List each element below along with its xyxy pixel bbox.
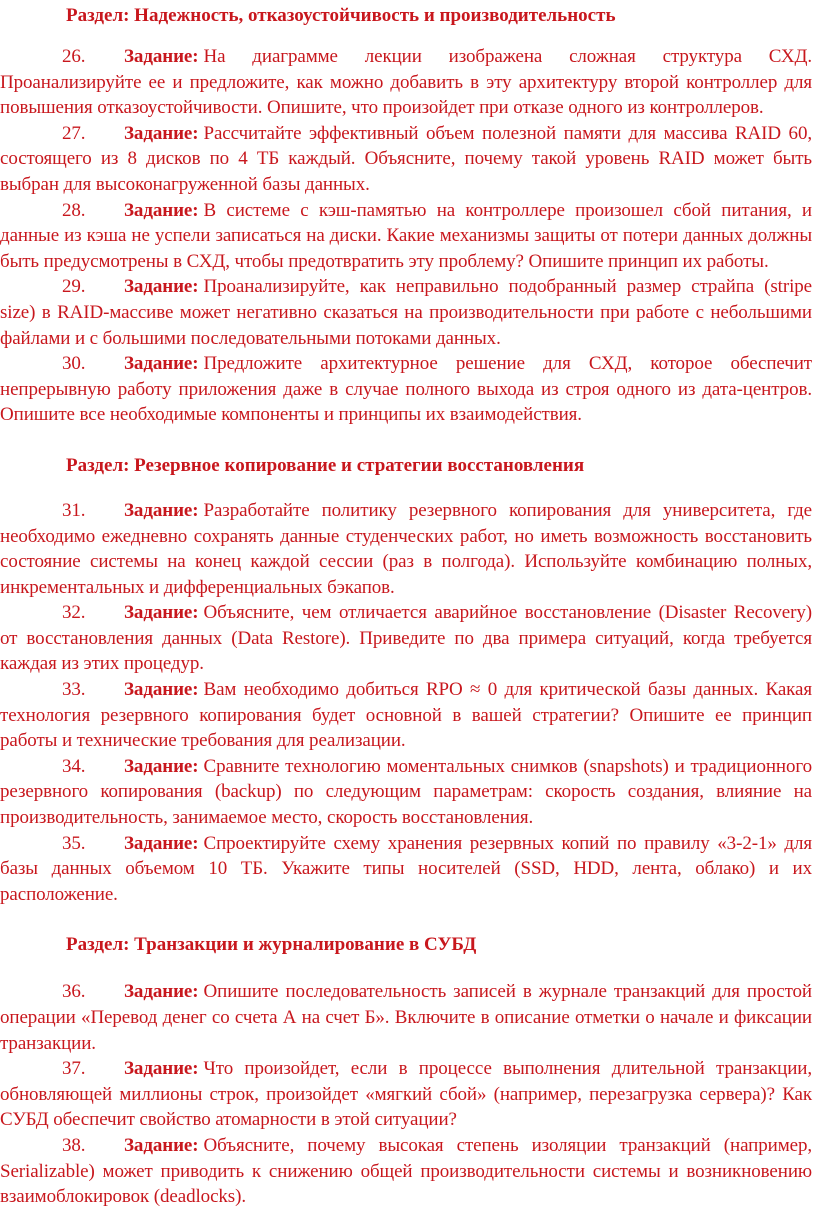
task-number: 38. [62,1134,86,1156]
task-27 [0,121,812,198]
task-number: 26. [62,46,86,67]
task-number: 37. [62,1058,86,1080]
section-title-backup: Раздел: Резервное копирование и стратегии восстановления [66,454,585,476]
task-30 [0,351,812,428]
task-list-backup [0,498,812,908]
task-text: Спроектируйте схему хранения резервных копий по правилу «3-2-1» для базы данных объемом 10 ТБ. Укажите типы носителей (SSD, HDD, лента, облако) и их расположение. [0,832,812,905]
section-title-reliability: Раздел: Надежность, отказоустойчивость и производительность [66,5,616,26]
task-35 [0,831,812,908]
task-text: Сравните технологию моментальных снимков (snapshots) и традиционного резервного копирования (backup) по следующим параметрам: скорость создания, влияние на производительность, занимаемое место, скорость восстановления. [0,755,812,829]
task-26 [0,44,812,121]
task-text: Вам необходимо добиться RPO ≈ 0 для критической базы данных. Какая технология резервного копирования будет основной в вашей стратегии? Опишите ее принцип работы и технические требования для реализации. [0,679,812,752]
task-label: Задание: [124,602,199,624]
task-number: 29. [62,276,86,298]
task-list-transactions [0,979,812,1209]
task-label: Задание: [124,199,199,221]
task-label: Задание: [124,755,199,777]
task-32 [0,600,812,677]
task-text: В системе с кэш-памятью на контроллере произошел сбой питания, и данные из кэша не успели записаться на диски. Какие механизмы защиты от потери данных должны быть предусмотрены в СХД, чтобы предотвратить эту проблему? Опишите принцип их работы. [0,199,812,272]
task-number: 31. [62,499,86,521]
task-text: Опишите последовательность записей в журнале транзакций для простой операции «Перевод денег со счета А на счет Б». Включите в описание отметки о начале и фиксации транзакции. [0,981,812,1054]
task-label: Задание: [124,1058,199,1080]
task-text: Предложите архитектурное решение для СХД, которое обеспечит непрерывную работу приложения даже в случае полного выхода из строя одного из дата-центров. Опишите все необходимые компоненты и принципы их взаимодействия. [0,353,812,426]
task-36 [0,979,812,1056]
task-label: Задание: [124,679,199,701]
task-label: Задание: [124,981,199,1003]
task-label: Задание: [124,276,199,298]
task-37 [0,1056,812,1133]
task-label: Задание: [124,46,199,67]
task-label: Задание: [124,1134,199,1156]
task-text: Рассчитайте эффективный объем полезной памяти для массива RAID 60, состоящего из 8 дисков по 4 ТБ каждый. Объясните, почему такой уровень RAID может быть выбран для высоконагруженной базы данных. [0,122,812,195]
task-number: 28. [62,199,86,221]
task-text: На диаграмме лекции изображена сложная структура СХД. Проанализируйте ее и предложите, как можно добавить в эту архитектуру второй контроллер для повышения отказоустойчивости. Опишите, что произойдет при отказе одного из контроллеров. [0,46,812,119]
task-text: Разработайте политику резервного копирования для университета, где необходимо ежедневно сохранять данные студенческих работ, но иметь возможность восстановить состояние системы на конец каждой сессии (раз в полгода). Используйте комбинацию полных, инкрементальных и дифференциальных бэкапов. [0,499,812,598]
task-number: 33. [62,679,86,701]
task-33 [0,677,812,754]
section-title-transactions: Раздел: Транзакции и журналирование в СУБД [66,934,477,956]
task-label: Задание: [124,832,199,854]
task-list-reliability [0,44,812,428]
task-label: Задание: [124,353,199,375]
task-number: 32. [62,602,86,624]
task-text: Объясните, чем отличается аварийное восстановление (Disaster Recovery) от восстановления данных (Data Restore). Приведите по два примера ситуаций, когда требуется каждая из этих процедур. [0,602,812,675]
task-29 [0,274,812,351]
task-number: 35. [62,832,86,854]
task-text: Объясните, почему высокая степень изоляции транзакций (например, Serializable) может приводить к снижению общей производительности системы и возникновению взаимоблокировок (deadlocks). [0,1134,812,1208]
task-text: Проанализируйте, как неправильно подобранный размер страйпа (stripe size) в RAID-массиве может негативно сказаться на производительности при работе с небольшими файлами и с большими последовательными потоками данных. [0,276,812,349]
task-label: Задание: [124,122,199,144]
task-number: 27. [62,122,86,144]
task-label: Задание: [124,499,199,521]
task-38 [0,1133,812,1210]
task-text: Что произойдет, если в процессе выполнения длительной транзакции, обновляющей миллионы строк, произойдет «мягкий сбой» (например, перезагрузка сервера)? Как СУБД обеспечит свойство атомарности в этой ситуации? [0,1058,812,1131]
task-number: 36. [62,981,86,1003]
task-28 [0,198,812,275]
task-number: 34. [62,755,86,777]
task-34 [0,754,812,831]
task-31 [0,498,812,600]
task-number: 30. [62,353,86,375]
